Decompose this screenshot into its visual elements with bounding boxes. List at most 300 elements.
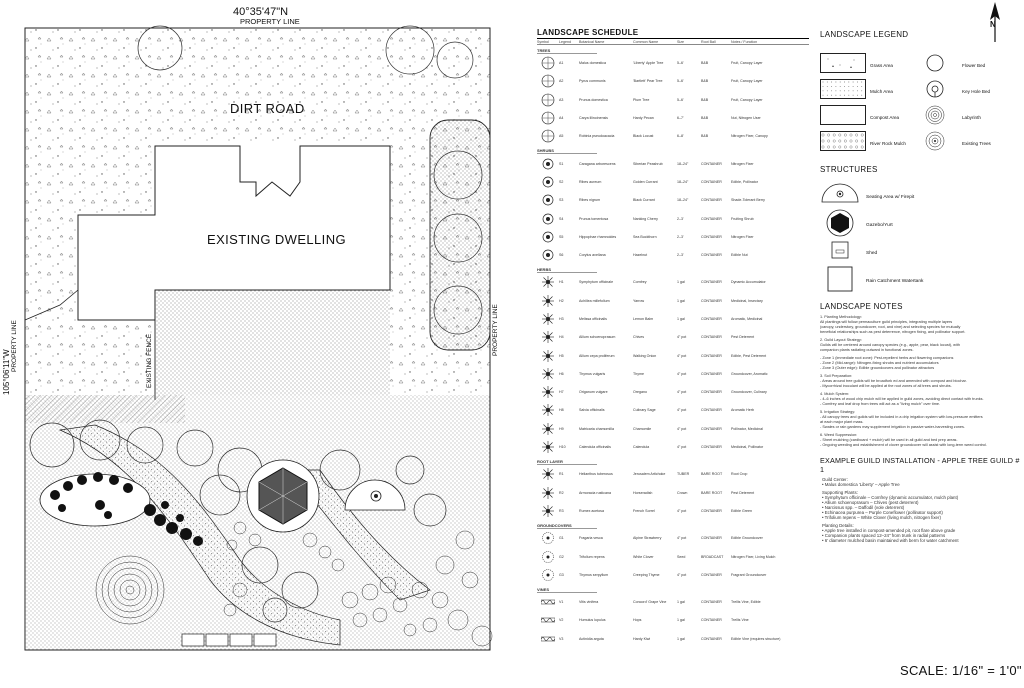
guild-line: Guild Center: [822,477,848,482]
note-line: Guilds will be centered around canopy species (e.g., apple, pear, black locust), with [820,343,960,347]
cell-size: Crown [677,490,688,495]
cell-code: H7 [559,390,564,395]
structure-label: Seating Area w/ Firepit [866,195,915,200]
schedule-section-title: HERBS [537,267,597,273]
cell-notes: Pest Deterrent [731,490,755,495]
cell-root: CONTAINER [701,445,722,450]
structures-items [820,174,1020,292]
cell-code: H9 [559,426,564,431]
cell-common: Concord' Grape Vine [633,600,667,605]
cell-notes: Nut, Nitrogen User [731,116,761,121]
cell-common: Hops [633,618,642,623]
grass-swatch-icon [820,53,866,78]
guild-line: • Narcissus spp. – Daffodil (vole deterrent) [822,505,905,510]
cell-common: White Clover [633,554,654,559]
cell-code: G3 [559,572,564,577]
cell-size: 1 gal [677,317,685,321]
legend-label: Grass Area [870,63,893,68]
legend-label: Mulch Area [870,89,893,94]
herb-symbol-icon [537,504,559,518]
note-line: - 4–6 inches of wood chip mulch will be applied in guild zones, avoiding direct contact with trunks. [820,397,984,401]
cell-size: 4" pot [677,445,687,450]
header-symbol: Symbol [537,40,549,44]
north-coordinate: 40°35'47"N [233,6,289,18]
schedule-row [537,328,809,346]
cell-botanical: Robinia pseudoacacia [579,134,615,139]
cell-common: Black Locust [633,134,654,139]
cell-common: Alpine Strawberry [633,536,662,541]
cell-root: CONTAINER [701,508,722,513]
legend-item-mulch [820,79,893,104]
cell-code: S4 [559,216,564,221]
guild-line: Planting Details: [822,523,854,528]
schedule-section-title: VINES [537,587,597,593]
guild-line: • Symphytum officinale – Comfrey (dynamic accumulator, mulch plant) [822,495,959,500]
note-line: - All canopy trees and guilds will be included in a drip irrigation system with low-pressure emitters [820,415,983,419]
schedule-row [537,465,809,483]
note-line: - Ongoing weeding and establishment of clover groundcover will assist with long-term weed control. [820,443,987,447]
note-line: - Zone 3 (Outer edge): Edible groundcovers and pollinator attractors [820,366,935,370]
cell-botanical: Carya illinoinensis [579,116,608,121]
note-line: - Zone 1 (immediate root zone): Pest-repellent herbs and flowering companions [820,356,954,360]
cell-botanical: Matricaria chamomilla [579,426,614,431]
cell-botanical: Prunus domestica [579,97,608,102]
cell-notes: Root Crop [731,472,748,477]
herb-symbol-icon [537,422,559,436]
cell-botanical: Vitis vinifera [579,600,599,605]
gazebo [247,460,319,532]
cell-botanical: Thymus vulgaris [579,371,606,376]
schedule-row [537,273,809,291]
note-line: - Areas around tree guilds will be broadfork ed and amended with compost and biochar. [820,379,967,383]
cell-size: 18–24" [677,179,689,184]
legend-label: Existing Trees [962,141,991,146]
cell-code: S5 [559,234,564,239]
legend-item-trees [912,131,991,156]
cell-code: H2 [559,298,564,303]
schedule-row [537,529,809,547]
cell-botanical: Calendula officinalis [579,445,611,450]
schedule-row [537,547,809,565]
west-property-line-label: PROPERTY LINE [11,320,18,372]
cell-botanical: Prunus tomentosa [579,216,609,221]
ground-symbol-icon [537,568,559,582]
cell-common: Oregano [633,390,647,395]
guild-body [820,477,1020,543]
tree-symbol-icon [537,129,559,143]
cell-common: French Sorrel [633,508,655,513]
legend-item-flower [912,53,985,78]
cell-notes: Trellis Vine [731,618,749,623]
herb-symbol-icon [537,330,559,344]
cell-size: 1 gal [677,618,685,623]
schedule-header [537,40,809,45]
cell-botanical: Thymus serpyllum [579,572,609,577]
cell-common: Hardy Pecan [633,116,654,121]
schedule-row [537,438,809,456]
north-letter: N [990,20,996,29]
cell-size: 4" pot [677,335,687,340]
header-size: Size [677,40,684,44]
cell-code: H6 [559,371,564,376]
cell-notes: Trellis Vine, Edible [731,600,761,605]
cell-code: A4 [559,116,564,121]
cell-root: CONTAINER [701,216,722,221]
note-line: All plantings will follow permaculture guild principles, integrating multiple layers [820,320,953,324]
cell-code: V1 [559,600,564,605]
cell-common: Chamomile [633,426,652,431]
cell-botanical: Origanum vulgare [579,390,608,395]
cell-notes: Edible Vine (requires structure) [731,636,781,641]
schedule-row [537,401,809,419]
cell-notes: Fruit, Canopy Layer [731,79,763,84]
cell-notes: Edible Green [731,508,752,513]
cell-size: 5–6' [677,79,684,84]
note-line: - Swales or rain gardens may supplement irrigation in passive water-harvesting zones. [820,425,965,429]
note-line: - Zone 2 (Mid-range): Nitrogen-fixing shrubs and nutrient accumulators [820,361,939,365]
cell-botanical: Salvia officinalis [579,408,605,413]
legend-label: Labyrinth [962,115,981,120]
rock-swatch-icon [820,131,866,156]
west-coordinate: 105°06'11"W [2,349,11,395]
note-line: 1. Planting Methodology: [820,315,862,319]
cell-size: 4" pot [677,353,687,358]
labyrinth-swatch-icon [912,105,958,130]
cell-notes: Groundcover, Aromatic [731,371,768,376]
tank-icon [820,264,860,299]
cell-size: 1 gal [677,280,685,285]
cell-code: S1 [559,161,564,166]
cell-common: Hazelnut [633,253,648,258]
cell-botanical: Malus domestica [579,61,606,66]
cell-root: CONTAINER [701,198,722,203]
cell-common: Calendula [633,445,650,450]
existing-fence-label: EXISTING FENCE [146,333,153,388]
cell-root: CONTAINER [701,572,722,577]
cell-size: 4" pot [677,572,687,577]
cell-root: CONTAINER [701,317,722,321]
legend-label: Key Hole Bed [962,89,991,94]
vine-symbol-icon [537,595,559,609]
cell-code: S3 [559,198,564,203]
legend-label: Flower Bed [962,63,986,68]
vine-symbol-icon [537,632,559,646]
cell-code: G2 [559,554,564,559]
cell-root: B&B [701,134,709,139]
cell-botanical: Allium cepa proliferum [579,353,615,358]
grass-area [155,290,390,395]
cell-notes: Shade-Tolerant Berry [731,198,765,203]
note-line: (canopy, understory, groundcover, root, and vine) and selecting species for mutually [820,325,961,329]
cell-botanical: Humulus lupulus [579,618,606,623]
herb-symbol-icon [537,486,559,500]
dirt-road-label: DIRT ROAD [230,101,305,116]
cell-botanical: Armoracia rusticana [579,490,611,495]
cell-root: BROADCAST [701,554,724,559]
note-line: at each major plant mass. [820,420,864,424]
cell-root: CONTAINER [701,600,722,605]
schedule-row [537,54,809,72]
note-line: - Comfrey and leaf drop from trees will act as a "living mulch" over time. [820,402,941,406]
cell-root: B&B [701,79,709,84]
schedule-row [537,365,809,383]
landscape-legend [820,30,1020,543]
cell-botanical: Pyrus communis [579,79,606,84]
header-root-ball: Root Ball [701,40,716,44]
legend-title: LANDSCAPE LEGEND [820,30,909,39]
legend-item-rock [820,131,906,156]
guild-line: • Echinacea purpurea – Purple Coneflower (pollinator support) [822,510,943,515]
guild-line: Supporting Plants: [822,490,858,495]
schedule-row [537,209,809,227]
cell-common: 'Bartlett' Pear Tree [633,79,663,84]
note-line: 4. Mulch System: [820,392,850,396]
tree-symbol-icon [537,93,559,107]
herb-symbol-icon [537,312,559,326]
guild-line: • Allium schoenoprasum – Chives (pest deterrent) [822,500,919,505]
cell-root: BARE ROOT [701,472,723,477]
vine-symbol-icon [537,613,559,627]
cell-code: R1 [559,472,564,477]
tree-symbol-icon [537,74,559,88]
cell-common: Sea Buckthorn [633,234,657,239]
dirt-road-area [25,28,490,143]
cell-common: Jerusalem Artichoke [633,472,666,477]
cell-botanical: Ribes aureum [579,179,602,184]
cell-size: 4" pot [677,508,687,513]
guild-line: • Apple tree installed in compost-amended pit, root flare above grade [822,528,956,533]
cell-code: A2 [559,79,564,84]
cell-notes: Edible, Pest Deterrent [731,353,767,358]
cell-size: 5–6' [677,61,684,66]
shrub-symbol-icon [537,193,559,207]
cell-notes: Edible Nut [731,253,748,258]
cell-botanical: Melissa officinalis [579,317,607,321]
legend-item-keyhole [912,79,990,104]
schedule-title: LANDSCAPE SCHEDULE [537,28,809,39]
header-common: Common Name [633,40,659,44]
cell-code: S2 [559,179,564,184]
cell-common: Nanking Cherry [633,216,658,221]
note-line: - Mycorrhizal inoculant will be applied at the root zones of all trees and shrubs. [820,384,952,388]
cell-size: 1 gal [677,636,685,641]
mulch-swatch-icon [820,79,866,104]
header-legend: Legend [559,40,571,44]
cell-botanical: Symphytum officinale [579,280,614,285]
cell-size: Seed [677,554,686,559]
guild-title: EXAMPLE GUILD INSTALLATION - APPLE TREE GUILD # 1 [820,456,1020,474]
cell-notes: Nitrogen Fixer, Canopy [731,134,768,139]
cell-code: V3 [559,636,564,641]
cell-code: A1 [559,61,564,66]
notes-title: LANDSCAPE NOTES [820,302,903,311]
structure-label: Shed [866,251,878,256]
cell-botanical: Hippophae rhamnoides [579,234,617,239]
driveway [430,120,490,350]
trees-swatch-icon [912,131,958,156]
schedule-row [537,566,809,584]
shrub-symbol-icon [537,212,559,226]
cell-root: CONTAINER [701,426,722,431]
guild-line: • 6' diameter mulched basin maintained with berm for water catchment [822,538,959,543]
ground-symbol-icon [537,550,559,564]
note-line: 5. Irrigation Strategy: [820,410,856,414]
cell-size: 4" pot [677,426,687,431]
schedule-section-title: TREES [537,48,597,54]
cell-root: CONTAINER [701,280,722,285]
cell-common: Plum Tree [633,97,650,102]
cell-notes: Fruit, Canopy Layer [731,61,763,66]
cell-notes: Fragrant Groundcover [731,572,767,577]
note-line: 6. Weed Suppression: [820,433,858,437]
cell-common: Culinary Sage [633,408,656,413]
keyhole-swatch-icon [912,79,958,104]
cell-size: 1 gal [677,298,685,303]
cell-code: R3 [559,508,564,513]
cell-size: 4" pot [677,536,687,541]
guild-line: • Malus domestica 'Liberty' – Apple Tree [822,482,900,487]
note-line: - Sheet mulching (cardboard + mulch) will be used in all guild and bed prep areas. [820,438,958,442]
cell-common: Thyme [633,371,644,376]
legend-item-compost [820,105,899,130]
cell-root: B&B [701,116,709,121]
cell-root: CONTAINER [701,253,722,258]
north-arrow [988,2,1002,44]
schedule-row [537,484,809,502]
cell-root: CONTAINER [701,161,722,166]
shrub-symbol-icon [537,175,559,189]
compost-strip [25,395,185,423]
structure-label: Gazebo/Yurt [866,223,893,228]
cell-code: H5 [559,353,564,358]
cell-common: Chives [633,335,644,340]
legend-item-labyrinth [912,105,981,130]
cell-botanical: Ribes nigrum [579,198,601,203]
tree-symbol-icon [537,111,559,125]
schedule-body [537,48,809,648]
guild-line: • Trifolium repens – White Clover (living mulch, nitrogen fixer) [822,515,941,520]
cell-notes: Fruiting Shrub [731,216,754,221]
cell-botanical: Corylus avellana [579,253,606,258]
cell-notes: Dynamic Accumulator [731,280,766,285]
cell-root: CONTAINER [701,408,722,413]
herb-symbol-icon [537,403,559,417]
guild-line: • Companion plants spaced 12–24" from trunk in radial patterns [822,533,946,538]
cell-root: CONTAINER [701,298,722,303]
cell-code: A3 [559,97,564,102]
schedule-row [537,191,809,209]
structure-item-tank [820,264,923,299]
cell-notes: Edible, Pollinator [731,179,758,184]
flower-swatch-icon [912,53,958,78]
cell-size: 2–3' [677,234,684,239]
cell-size: 18–24" [677,198,689,203]
header-notes: Notes / Function [731,40,758,44]
cell-code: H8 [559,408,564,413]
shrub-symbol-icon [537,157,559,171]
cell-size: 6–7' [677,116,684,121]
schedule-row [537,173,809,191]
cell-botanical: Trifolium repens [579,554,605,559]
cell-size: 5–6' [677,97,684,102]
schedule-section-title: GROUNDCOVERS [537,523,597,529]
existing-dwelling-label: EXISTING DWELLING [207,232,346,247]
schedule-row [537,611,809,629]
structures-title: STRUCTURES [820,165,878,174]
cell-root: CONTAINER [701,179,722,184]
cell-common: Creeping Thyme [633,572,660,577]
cell-size: 2–3' [677,253,684,258]
herb-symbol-icon [537,294,559,308]
cell-botanical: Allium schoenoprasum [579,335,616,340]
cell-code: S6 [559,253,564,258]
cell-common: Golden Currant [633,179,658,184]
cell-root: CONTAINER [701,536,722,541]
schedule-row [537,109,809,127]
cell-notes: Nitrogen Fixer [731,234,754,239]
herb-symbol-icon [537,275,559,289]
cell-botanical: Helianthus tuberosus [579,472,613,477]
cell-botanical: Fragaria vesca [579,536,603,541]
cell-notes: Pest Deterrent [731,335,755,340]
cell-root: BARE ROOT [701,490,723,495]
cell-code: H3 [559,317,564,321]
cell-notes: Nitrogen Fixer, Living Mulch [731,554,776,559]
cell-botanical: Achillea millefolium [579,298,610,303]
note-line: 2. Guild Layout Strategy: [820,338,862,342]
cell-botanical: Caragana arborescens [579,161,616,166]
herb-symbol-icon [537,349,559,363]
herb-symbol-icon [537,367,559,381]
cell-botanical: Actinidia arguta [579,636,604,641]
cell-common: Horseradish [633,490,653,495]
cell-notes: Medicinal, Insectary [731,298,763,303]
cell-common: Siberian Peashrub [633,161,663,166]
structure-label: Rain Catchment Watertank [866,279,924,284]
north-property-line-label: PROPERTY LINE [240,17,300,26]
landscape-schedule [537,28,809,648]
schedule-row [537,310,809,328]
shrub-symbol-icon [537,230,559,244]
schedule-row [537,502,809,520]
cell-code: H1 [559,280,564,285]
cell-code: G1 [559,536,564,541]
cell-root: CONTAINER [701,390,722,395]
east-property-line-label: PROPERTY LINE [492,304,499,356]
cell-size: 4" pot [677,371,687,376]
cell-code: H4 [559,335,564,340]
herb-symbol-icon [537,440,559,454]
cell-size: 1 gal [677,600,685,605]
ground-symbol-icon [537,531,559,545]
cell-root: CONTAINER [701,234,722,239]
schedule-row [537,630,809,648]
note-line: beneficial relationships such as pest deterrence, nitrogen fixing, and pollinator support. [820,330,966,334]
schedule-section-title: SHRUBS [537,148,597,154]
schedule-row [537,246,809,264]
cell-size: 4" pot [677,390,687,395]
note-line: 3. Soil Preparation: [820,374,853,378]
scale-label: SCALE: 1/16" = 1'0" [900,663,1022,678]
cell-root: CONTAINER [701,618,722,623]
herb-symbol-icon [537,467,559,481]
schedule-row [537,420,809,438]
cell-size: 4" pot [677,408,687,413]
cell-code: R2 [559,490,564,495]
header-botanical: Botanical Name [579,40,605,44]
shrub-symbol-icon [537,248,559,262]
notes-body [820,315,1020,448]
